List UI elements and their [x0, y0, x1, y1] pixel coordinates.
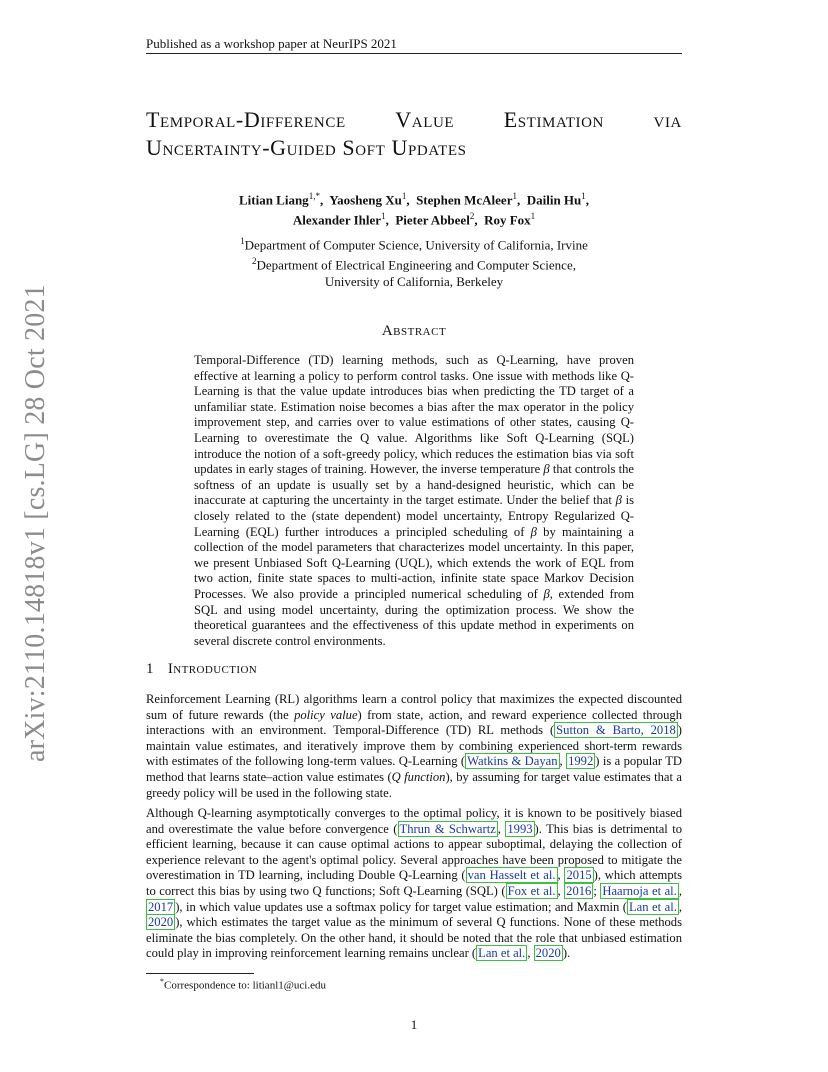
- affil-text: Department of Electrical Engineering and Computer Science,: [256, 257, 576, 273]
- title-word: Temporal-Difference: [146, 107, 346, 132]
- citation-link[interactable]: 2020: [535, 946, 561, 961]
- citation-link[interactable]: 2015: [566, 868, 592, 883]
- body-text: ), which attempts to correct this bias by using two Q functions; Soft Q-Learning (SQL) (: [146, 868, 683, 898]
- author-name: Stephen McAleer: [416, 192, 513, 208]
- citation-link[interactable]: Haarnoja et al.: [602, 883, 677, 898]
- body-text: Reinforcement Learning (RL) algorithms learn a control policy that maximizes the expected discounted sum of future rewards (the: [146, 692, 682, 722]
- author-name: Yaosheng Xu: [329, 192, 402, 208]
- body-text: ), which estimates the target value as the minimum of several Q functions. None of these methods eliminate the bias completely. On the other hand, it should be noted that the role that unbiased estimation could play in improving reinforcement learning remains unclear (: [146, 915, 682, 961]
- author-name: Pieter Abbeel: [395, 212, 470, 228]
- beta-symbol: β: [543, 586, 550, 601]
- abstract-heading: Abstract: [381, 323, 447, 339]
- paper-title: [146, 106, 682, 162]
- emphasis: policy value: [294, 707, 358, 722]
- footnote-rule: [146, 973, 254, 974]
- intro-paragraph-1: Reinforcement Learning (RL) algorithms learn a control policy that maximizes the expected discounted sum of future rewards (the policy value) from state, action, and reward experience collected through interactions with an environment. Temporal-Difference (TD) RL methods ( Sutton & Barto, 2018 ) maintain value estimates, and iteratively improve them by combining experienced short-term rewards with estimates of the following long-term values. Q-Learning ( Watkins & Dayan , 1992 ) is a popular TD method that learns state–action value estimates (Q function), by assuming for target value estimates that a greedy policy will be used in the following state.: [146, 692, 683, 800]
- author-affil-mark: 1,*: [308, 191, 320, 201]
- affiliation-2: [146, 253, 682, 273]
- author-list: Litian Liang$^{1,*}$, Yaosheng Xu$^1$, Stephen McAleer$^1$, Dailin Hu$^1$, Alexander Ihler$^1$, Pieter Abbeel$^2$, Roy Fox$^1$: [238, 191, 590, 228]
- author-name: Roy Fox: [484, 212, 531, 228]
- body-text: Although Q-learning asymptotically converges to the optimal policy, it is known to be positively biased and overestimate the value before convergence (: [146, 806, 682, 836]
- citation-link[interactable]: Lan et al.: [628, 899, 677, 914]
- affiliation-1: [146, 233, 682, 253]
- affil-mark: 2: [252, 256, 257, 267]
- abstract-text: Temporal-Difference (TD) learning methods, such as Q-Learning, have proven effective at learning a policy to perform control tasks. One issue with methods like Q-Learning is that the value update introduces bias when predicting the TD target of a unfamiliar state. Estimation noise becomes a bias after the max operator in the policy improvement step, and carries over to value estimations of other states, causing Q-Learning to overestimate the Q value. Algorithms like Soft Q-Learning (SQL) introduce the notion of a soft-greedy policy, which reduces the estimation bias via soft updates in early stages of training. However, the inverse temperature: [194, 353, 634, 477]
- abstract-text: is closely related to the (state dependent) model uncertainty, Entropy Regularized Q-Learning (EQL) further introduces a principled scheduling of: [194, 493, 634, 539]
- author-affil-mark: 1: [401, 191, 407, 201]
- title-word: Estimation: [503, 107, 604, 132]
- body-text: ) is a popular TD method that learns state–action value estimates (: [146, 754, 683, 784]
- title-line-1: [146, 106, 682, 134]
- author-affil-mark: 1: [530, 211, 536, 222]
- citation-link[interactable]: 2020: [148, 915, 174, 930]
- beta-symbol: β: [530, 524, 537, 539]
- intro-paragraph-2: Although Q-learning asymptotically converges to the optimal policy, it is known to be positively biased and overestimate the value before convergence ( Thrun & Schwartz , 1993 ). This bias is detrimental to efficient learning, because it can cause optimal actions to appear suboptimal, delaying the collection of experience relevant to the agent's optimal policy. Several approaches have been proposed to mitigate the overestimation in TD learning, including Double Q-Learning ( van Hasselt et al. , 2015 ), which attempts to correct this bias by using two Q functions; Soft Q-Learning (SQL) ( Fox et al. , 2016 ; Haarnoja et al. , 2017 ), in which value updates use a softmax policy for target value estimation; and Maxmin ( Lan et al. , 2020 ), which estimates the target value as the minimum of several Q functions. None of these methods eliminate the bias completely. On the other hand, it should be noted that the role that unbiased estimation could play in improving reinforcement learning remains unclear ( Lan et al. , 2020 ).: [146, 806, 683, 961]
- footnote-text: Correspondence to: litianl1@uci.edu: [164, 979, 326, 992]
- title-line-2: Uncertainty-Guided Soft Updates: [146, 135, 467, 160]
- abstract-text: by maintaining a collection of the model parameters that characterizes model uncertainty. In this paper, we present Unbiased Soft Q-Learning (UQL), which extends the work of EQL from two action, finite state spaces to multi-action, infinite state space Markov Decision Processes. We also provide a principled numerical scheduling of: [194, 524, 634, 601]
- author-name: Alexander Ihler: [292, 212, 382, 228]
- body-text: ), in which value updates use a softmax policy for target value estimation; and Maxmin (: [175, 899, 627, 914]
- affiliation-2-line-2: University of California, Berkeley: [324, 273, 504, 289]
- beta-symbol: β: [615, 493, 622, 508]
- beta-symbol: β: [543, 462, 550, 477]
- running-header: Published as a workshop paper at NeurIPS 2021: [146, 36, 397, 51]
- affil-mark: 1: [240, 236, 245, 246]
- author-name: Dailin Hu: [526, 192, 582, 208]
- header-rule: [146, 53, 682, 54]
- author-affil-mark: 1: [512, 191, 517, 201]
- emphasis: Q function: [391, 769, 446, 784]
- body-text: ) maintain value estimates, and iteratively improve them by combining experienced short-term rewards with estimates of the following long-term values. Q-Learning (: [146, 723, 682, 769]
- citation-link[interactable]: Sutton & Barto, 2018: [556, 723, 676, 738]
- author-affil-mark: 1: [381, 211, 386, 222]
- abstract-text: , extended from SQL and using model uncertainty, during the optimization process. We show the theoretical guarantees and the effectiveness of this update method in experiments on several discrete control environments.: [194, 586, 634, 648]
- citation-link[interactable]: Fox et al.: [507, 883, 556, 898]
- author-affil-mark: 1: [581, 191, 586, 201]
- title-word: via: [653, 107, 682, 132]
- abstract-body: [194, 353, 634, 649]
- affiliations: [146, 233, 682, 290]
- footnote: [160, 977, 326, 992]
- citation-link[interactable]: Watkins & Dayan: [467, 754, 558, 769]
- section-heading-introduction: [146, 661, 257, 678]
- citation-link[interactable]: Lan et al.: [478, 946, 526, 961]
- citation-link[interactable]: Thrun & Schwartz: [399, 821, 496, 836]
- citation-link[interactable]: 2017: [148, 899, 174, 914]
- citation-link[interactable]: 2016: [566, 883, 592, 898]
- body-text: ).: [562, 946, 571, 961]
- abstract-text: that controls the softness of an update is usually set by a hand-designed heuristic, which can be inaccurate at capturing the uncertainty in the target estimate. Under the belief that: [194, 462, 634, 508]
- arxiv-stamp: arXiv:2110.14818v1 [cs.LG] 28 Oct 2021: [20, 284, 51, 762]
- body-text: ). This bias is detrimental to efficient learning, because it can cause optimal actions to appear suboptimal, delaying the collection of experience relevant to the agent's optimal policy. Several approaches have been proposed to mitigate the overestimation in TD learning, including Double Q-Learning (: [146, 821, 683, 883]
- citation-link[interactable]: van Hasselt et al.: [467, 868, 556, 883]
- body-text: ), by assuming for target value estimates that a greedy policy will be used in the following state.: [146, 769, 682, 800]
- body-text: ) from state, action, and reward experience collected through interactions with an environment. Temporal-Difference (TD) RL methods (: [146, 707, 682, 738]
- author-name: Litian Liang: [238, 192, 309, 208]
- page-number: 1: [410, 1017, 418, 1032]
- section-number: 1: [146, 661, 154, 677]
- affil-text: Department of Computer Science, University of California, Irvine: [244, 237, 588, 253]
- citation-link[interactable]: 1992: [568, 754, 594, 769]
- title-word: Value: [395, 107, 455, 132]
- footnote-mark: *: [160, 977, 164, 986]
- section-title: Introduction: [167, 661, 258, 677]
- author-affil-mark: 2: [469, 211, 475, 222]
- citation-link[interactable]: 1993: [507, 821, 533, 836]
